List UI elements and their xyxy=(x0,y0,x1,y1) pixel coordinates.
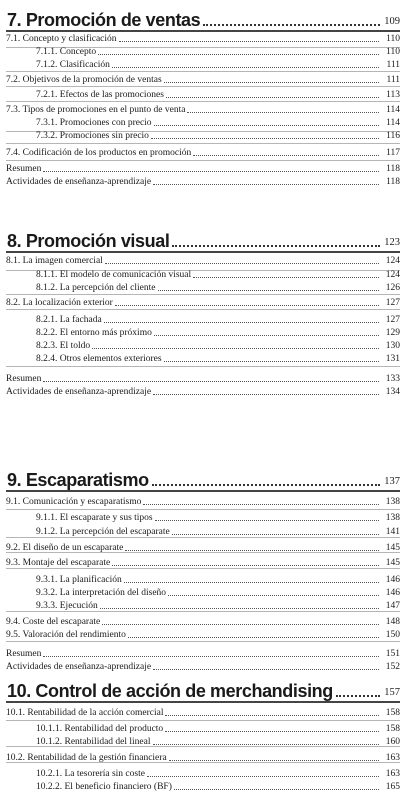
dot-leader xyxy=(165,715,379,716)
entry-label: 9.3.3. Ejecución xyxy=(36,601,98,611)
toc-subsection-entry xyxy=(36,599,400,612)
toc-subsection-entry xyxy=(36,735,400,748)
toc-section-entry xyxy=(6,556,400,569)
entry-label: 7.1. Concepto y clasificación xyxy=(6,34,117,44)
entry-page-number: 158 xyxy=(385,724,400,734)
dot-leader xyxy=(105,263,379,264)
dot-leader xyxy=(153,744,379,745)
dot-leader xyxy=(174,789,379,790)
entry-label: 9.5. Valoración del rendimiento xyxy=(6,630,126,640)
entry-label: 10.2.1. La tesorería sin coste xyxy=(36,769,145,779)
dot-leader xyxy=(193,155,379,156)
chapter-title: 7. Promoción de ventas xyxy=(7,10,201,30)
entry-separator xyxy=(6,720,400,721)
entry-label: 7.3. Tipos de promociones en el punto de venta xyxy=(6,105,186,115)
dot-leader xyxy=(169,760,379,761)
entry-page-number: 141 xyxy=(385,527,400,537)
entry-label: 9.4. Coste del escaparate xyxy=(6,617,101,627)
entry-label: 9.1.2. La percepción del escaparate xyxy=(36,527,170,537)
dot-leader xyxy=(43,656,379,657)
toc-subsection-entry xyxy=(36,58,400,71)
toc-section-entry xyxy=(6,73,400,86)
toc-section-entry xyxy=(6,32,400,45)
entry-label: 8.2. La localización exterior xyxy=(6,298,113,308)
toc-subsection-entry xyxy=(36,722,400,735)
dot-leader xyxy=(164,361,379,362)
dot-leader xyxy=(172,534,379,535)
entry-label: 8.2.4. Otros elementos exteriores xyxy=(36,354,162,364)
entry-page-number: 163 xyxy=(385,769,400,779)
dot-leader xyxy=(193,277,379,278)
toc-extra-entry xyxy=(6,162,400,175)
entry-separator xyxy=(6,160,400,161)
entry-page-number: 129 xyxy=(385,328,400,338)
dot-leader xyxy=(165,731,379,732)
chapter-heading xyxy=(7,675,400,701)
entry-page-number: 124 xyxy=(385,256,400,266)
toc-subsection-entry xyxy=(36,780,400,793)
toc-extra-entry xyxy=(6,660,400,673)
toc-subsection-entry xyxy=(36,525,400,538)
toc-section-entry xyxy=(6,751,400,764)
entry-label: 7.3.1. Promociones con precio xyxy=(36,118,152,128)
entry-page-number: 158 xyxy=(385,708,400,718)
dot-leader xyxy=(43,381,379,382)
dot-leader xyxy=(143,504,379,505)
dot-leader xyxy=(100,608,379,609)
dot-leader xyxy=(153,394,379,395)
entry-label: 8.1.1. El modelo de comunicación visual xyxy=(36,270,192,280)
chapter-title: 10. Control de acción de merchandising xyxy=(7,681,333,701)
toc-subsection-entry xyxy=(36,511,400,524)
dot-leader xyxy=(125,550,379,551)
dot-leader xyxy=(154,335,379,336)
toc-extra-entry xyxy=(6,385,400,398)
entry-separator xyxy=(6,509,400,510)
dot-leader xyxy=(164,82,379,83)
toc-subsection-entry xyxy=(36,767,400,780)
toc-subsection-entry xyxy=(36,116,400,129)
entry-page-number: 163 xyxy=(385,753,400,763)
entry-label: 8.2.3. El toldo xyxy=(36,341,91,351)
dot-leader xyxy=(119,41,379,42)
toc-section-entry xyxy=(6,541,400,554)
entry-separator xyxy=(6,71,400,72)
chapter-title: 8. Promoción visual xyxy=(7,231,170,251)
entry-page-number: 113 xyxy=(386,90,400,100)
chapter-page-number: 157 xyxy=(384,687,400,698)
entry-label: 10.1.1. Rentabilidad del producto xyxy=(36,724,164,734)
toc-section-entry xyxy=(6,103,400,116)
dot-leader xyxy=(166,97,379,98)
entry-label: Actividades de enseñanza-aprendizaje xyxy=(6,177,152,187)
dot-leader xyxy=(155,520,379,521)
dot-leader xyxy=(92,348,379,349)
dot-leader xyxy=(172,245,380,247)
entry-label: 9.3. Montaje del escaparate xyxy=(6,558,111,568)
entry-label: Resumen xyxy=(6,374,42,384)
entry-page-number: 148 xyxy=(385,617,400,627)
toc-section-entry xyxy=(6,706,400,719)
entry-label: 7.3.2. Promociones sin precio xyxy=(36,131,149,141)
entry-label: 9.2. El diseño de un escaparate xyxy=(6,543,124,553)
entry-page-number: 146 xyxy=(385,575,400,585)
toc-section-entry xyxy=(6,296,400,309)
chapter-heading xyxy=(7,464,400,490)
toc-subsection-entry xyxy=(36,586,400,599)
entry-label: Actividades de enseñanza-aprendizaje xyxy=(6,387,152,397)
entry-page-number: 127 xyxy=(385,298,400,308)
entry-page-number: 138 xyxy=(385,513,400,523)
entry-page-number: 147 xyxy=(385,601,400,611)
dot-leader xyxy=(153,184,379,185)
toc-section-entry xyxy=(6,254,400,267)
entry-label: 10.2. Rentabilidad de la gestión financiera xyxy=(6,753,167,763)
entry-page-number: 126 xyxy=(385,283,400,293)
chapter-heading xyxy=(7,225,400,251)
dot-leader xyxy=(128,637,379,638)
entry-page-number: 138 xyxy=(385,497,400,507)
entry-separator xyxy=(6,294,400,295)
entry-page-number: 145 xyxy=(385,543,400,553)
dot-leader xyxy=(104,322,379,323)
entry-label: 10.1. Rentabilidad de la acción comercial xyxy=(6,708,164,718)
entry-page-number: 130 xyxy=(385,341,400,351)
entry-separator xyxy=(6,366,400,367)
entry-label: 7.2.1. Efectos de las promociones xyxy=(36,90,164,100)
entry-separator xyxy=(6,309,400,310)
entry-page-number: 146 xyxy=(385,588,400,598)
dot-leader xyxy=(154,125,379,126)
toc-subsection-entry xyxy=(36,88,400,101)
toc-subsection-entry xyxy=(36,352,400,365)
entry-label: 9.1. Comunicación y escaparatismo xyxy=(6,497,142,507)
entry-page-number: 111 xyxy=(386,75,400,85)
entry-page-number: 124 xyxy=(385,270,400,280)
dot-leader xyxy=(98,54,379,55)
entry-page-number: 117 xyxy=(386,148,400,158)
entry-page-number: 110 xyxy=(386,47,400,57)
chapter-page-number: 123 xyxy=(384,237,400,248)
entry-separator xyxy=(6,101,400,102)
entry-label: 7.2. Objetivos de la promoción de ventas xyxy=(6,75,162,85)
entry-label: 8.1. La imagen comercial xyxy=(6,256,103,266)
entry-label: 9.3.2. La interpretación del diseño xyxy=(36,588,167,598)
entry-page-number: 145 xyxy=(385,558,400,568)
dot-leader xyxy=(43,171,379,172)
entry-page-number: 165 xyxy=(385,782,400,792)
entry-page-number: 160 xyxy=(385,737,400,747)
entry-page-number: 114 xyxy=(386,118,400,128)
entry-label: 8.1.2. La percepción del cliente xyxy=(36,283,156,293)
chapter-page-number: 137 xyxy=(384,476,400,487)
entry-page-number: 110 xyxy=(386,34,400,44)
entry-separator xyxy=(6,86,400,87)
toc-subsection-entry xyxy=(36,339,400,352)
toc-subsection-entry xyxy=(36,313,400,326)
entry-label: 7.1.2. Clasificación xyxy=(36,60,110,70)
chapter-heading xyxy=(7,4,400,30)
toc-subsection-entry xyxy=(36,281,400,294)
dot-leader xyxy=(153,669,379,670)
entry-separator xyxy=(6,641,400,642)
entry-page-number: 152 xyxy=(385,662,400,672)
dot-leader xyxy=(112,565,379,566)
entry-page-number: 118 xyxy=(386,177,400,187)
toc-extra-entry xyxy=(6,372,400,385)
toc-section-entry xyxy=(6,146,400,159)
dot-leader xyxy=(203,24,380,26)
entry-label: 7.1.1. Concepto xyxy=(36,47,97,57)
entry-page-number: 116 xyxy=(386,131,400,141)
entry-page-number: 151 xyxy=(385,649,400,659)
entry-page-number: 150 xyxy=(385,630,400,640)
entry-label: 8.2.2. El entorno más próximo xyxy=(36,328,152,338)
toc-extra-entry xyxy=(6,175,400,188)
entry-label: 9.3.1. La planificación xyxy=(36,575,122,585)
entry-page-number: 114 xyxy=(386,105,400,115)
dot-leader xyxy=(152,484,381,486)
toc-section-entry xyxy=(6,615,400,628)
entry-label: Resumen xyxy=(6,164,42,174)
entry-page-number: 134 xyxy=(385,387,400,397)
entry-label: Resumen xyxy=(6,649,42,659)
entry-label: 10.2.2. El beneficio financiero (BF) xyxy=(36,782,172,792)
dot-leader xyxy=(147,776,379,777)
chapter-page-number: 109 xyxy=(384,16,400,27)
entry-separator xyxy=(6,143,400,144)
toc-subsection-entry xyxy=(36,326,400,339)
dot-leader xyxy=(124,582,379,583)
dot-leader xyxy=(115,305,379,306)
dot-leader xyxy=(102,624,379,625)
dot-leader xyxy=(158,290,380,291)
dot-leader xyxy=(112,67,379,68)
toc-subsection-entry xyxy=(36,45,400,58)
chapter-rule xyxy=(6,701,400,703)
toc-subsection-entry xyxy=(36,573,400,586)
chapter-rule xyxy=(6,490,400,492)
entry-label: 8.2.1. La fachada xyxy=(36,315,102,325)
entry-page-number: 131 xyxy=(385,354,400,364)
entry-page-number: 111 xyxy=(386,60,400,70)
toc-subsection-entry xyxy=(36,268,400,281)
entry-label: 10.1.2. Rentabilidad del lineal xyxy=(36,737,151,747)
dot-leader xyxy=(187,112,379,113)
entry-page-number: 118 xyxy=(386,164,400,174)
entry-label: 7.4. Codificación de los productos en promoción xyxy=(6,148,192,158)
dot-leader xyxy=(168,595,379,596)
toc-section-entry xyxy=(6,628,400,641)
chapter-title: 9. Escaparatismo xyxy=(7,470,149,490)
toc-subsection-entry xyxy=(36,129,400,142)
entry-page-number: 127 xyxy=(385,315,400,325)
dot-leader xyxy=(336,695,380,697)
entry-page-number: 133 xyxy=(385,374,400,384)
entry-label: Actividades de enseñanza-aprendizaje xyxy=(6,662,152,672)
dot-leader xyxy=(151,138,379,139)
toc-section-entry xyxy=(6,495,400,508)
entry-label: 9.1.1. El escaparate y sus tipos xyxy=(36,513,153,523)
toc-extra-entry xyxy=(6,647,400,660)
chapter-rule xyxy=(6,251,400,253)
